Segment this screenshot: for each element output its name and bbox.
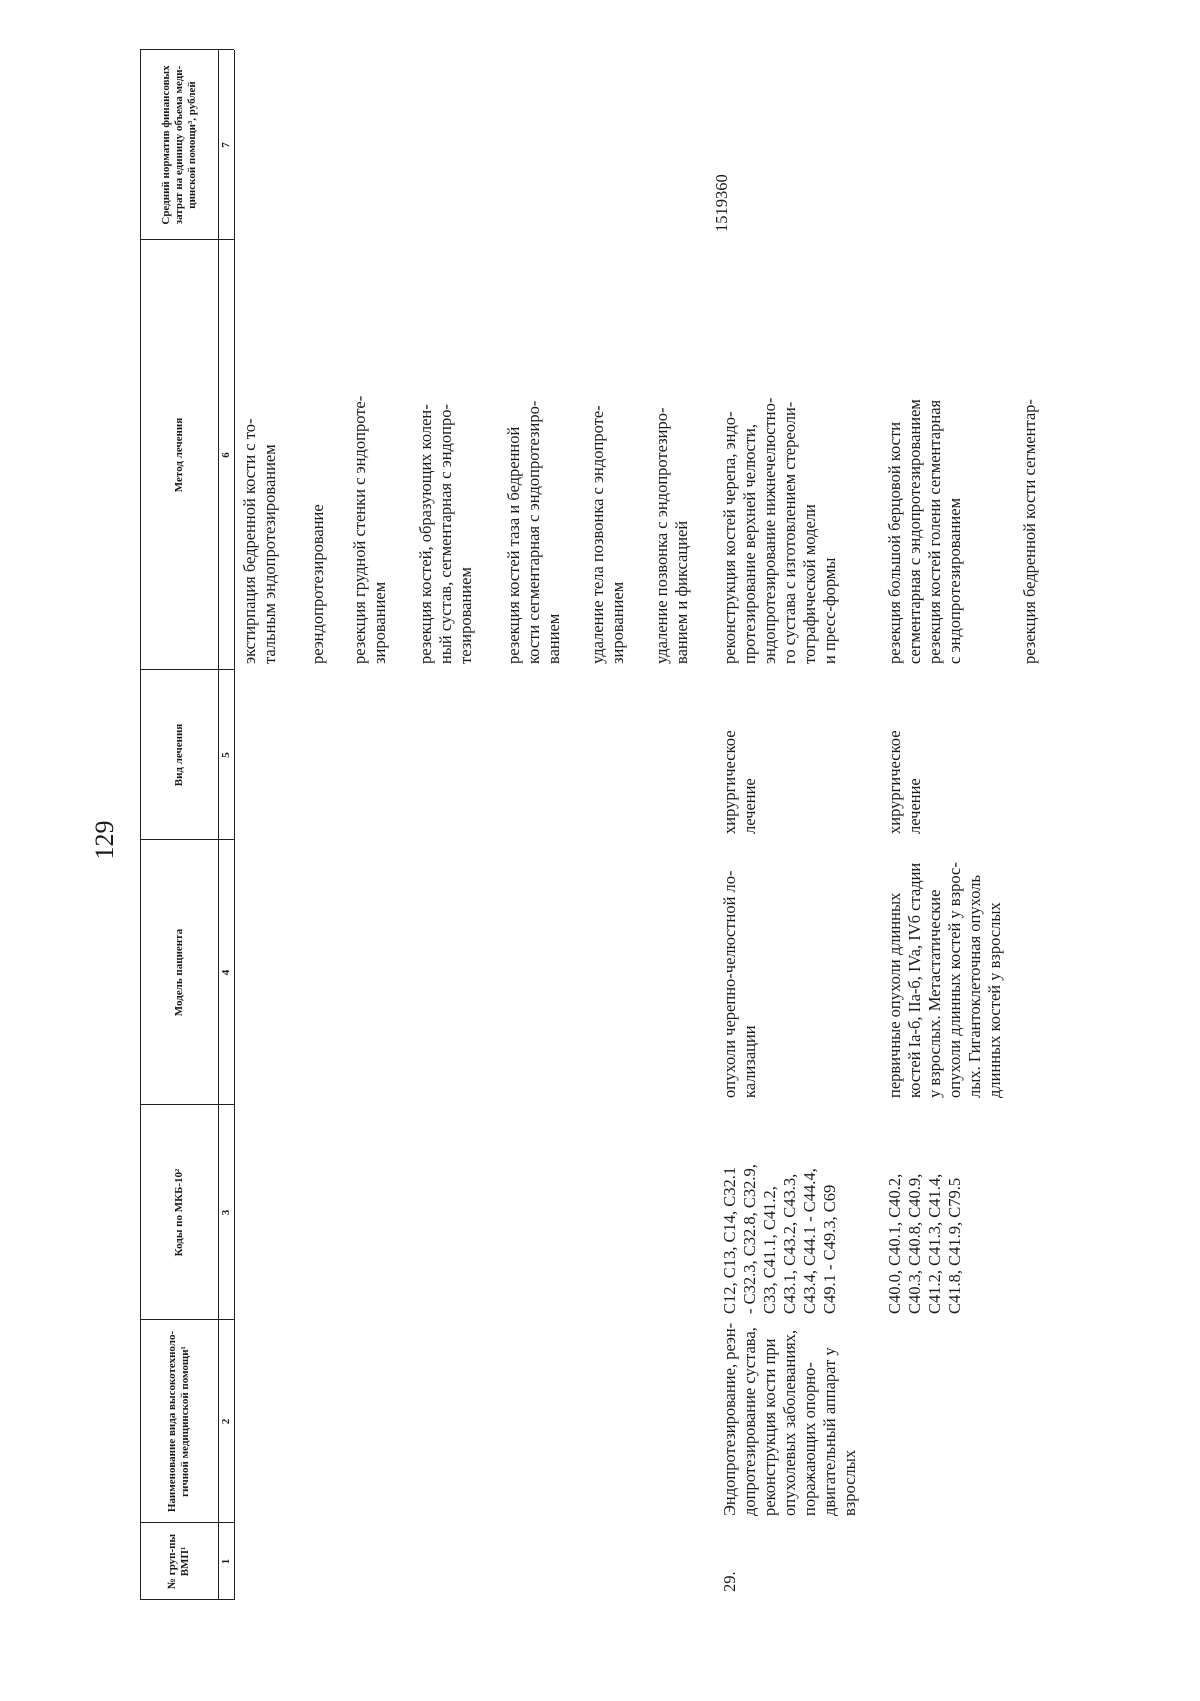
treatment-type: хирургическое лечение: [885, 730, 924, 834]
group-cost: 1519360: [712, 174, 731, 232]
continued-method: реэндопротезирование: [308, 504, 327, 664]
icd-codes: C40.0, C40.1, C40.2, C40.3, C40.8, C40.9, C41.2, C41.3, C41.4, C41.8, C41.9, C79.5: [885, 1173, 964, 1314]
header-average-cost: Средний норматив финансовых затрат на единицу объема меди-цинской помощи³, рублей: [159, 65, 198, 225]
continued-method: резекция костей таза и бедренной кости сегментарная с эндопротезиро- ванием: [504, 400, 563, 664]
header-group-number: № груп-пы ВМП¹: [166, 1533, 191, 1590]
column-number: 5: [220, 752, 232, 758]
header-icd-codes: Коды по МКБ-10²: [172, 1168, 185, 1257]
column-number: 4: [220, 969, 232, 976]
column-number: 7: [220, 142, 232, 148]
continued-method: резекция грудной стенки с эндопроте- зированием: [350, 395, 389, 664]
header-vmp-name: Наименование вида высокотехноло-гичной медицинской помощи¹: [166, 1330, 191, 1513]
continued-method: удаление тела позвонка с эндопроте- зированием: [588, 405, 627, 664]
column-number-divider: [234, 50, 235, 1600]
rotated-page-content: [90, 50, 1100, 1640]
column-number: 1: [220, 1558, 232, 1565]
header-patient-model: Модель пациента: [172, 928, 185, 1017]
patient-model: первичные опухоли длинных костей Ia-б, IIa-б, IVa, IVб стадии у взрослых. Метастатические опухоли длинных костей у взрос- лых. Гигантоклеточная опухоль длинных костей у взрослых: [885, 862, 1004, 1098]
header-treatment-type: Вид лечения: [172, 723, 185, 787]
icd-codes: C12, C13, C14, C32.1 - C32.3, C32.8, C32.9, C33, C41.1, C41.2, C43.1, C43.2, C43.3, C43.4, C44.1 - C44.4, C49.1 - C49.3, C69: [720, 1164, 839, 1314]
treatment-type: хирургическое лечение: [720, 730, 759, 834]
page-number: 129: [90, 820, 119, 860]
group-number: 29.: [720, 1571, 739, 1592]
column-number: 3: [220, 1209, 232, 1216]
treatment-method-partial: резекция бедренной кости сегментар-: [1020, 399, 1039, 664]
continued-method: удаление позвонка с эндопротезиро- ванием и фиксацией: [652, 407, 691, 664]
header-treatment-method: Метод лечения: [172, 417, 185, 493]
treatment-method: резекция большой берцовой кости сегментарная с эндопротезированием резекция костей голени сегментарная с эндопротезированием: [885, 399, 964, 664]
continued-method: экстирпация бедренной кости с то- тальным эндопротезированием: [240, 418, 279, 664]
continued-method: резекция костей, образующих колен- ный сустав, сегментарная с эндопро- тезированием: [416, 403, 475, 664]
vmp-table: [140, 50, 1090, 1600]
treatment-method: реконструкция костей черепа, эндо- протезирование верхней челюсти, эндопротезирование нижнечелюстно- го сустава с изготовлением стереоли- тографической модели и пресс-формы: [720, 397, 839, 664]
patient-model: опухоли черепно-челюстной ло- кализации: [720, 870, 759, 1098]
group-name: Эндопротезирование, реэн- допротезирование сустава, реконструкция кости при опухолевых заболеваниях, поражающих опорно- двигательный аппарат у взрослых: [720, 1322, 859, 1516]
column-number: 6: [220, 452, 232, 458]
column-number: 2: [220, 1418, 232, 1425]
